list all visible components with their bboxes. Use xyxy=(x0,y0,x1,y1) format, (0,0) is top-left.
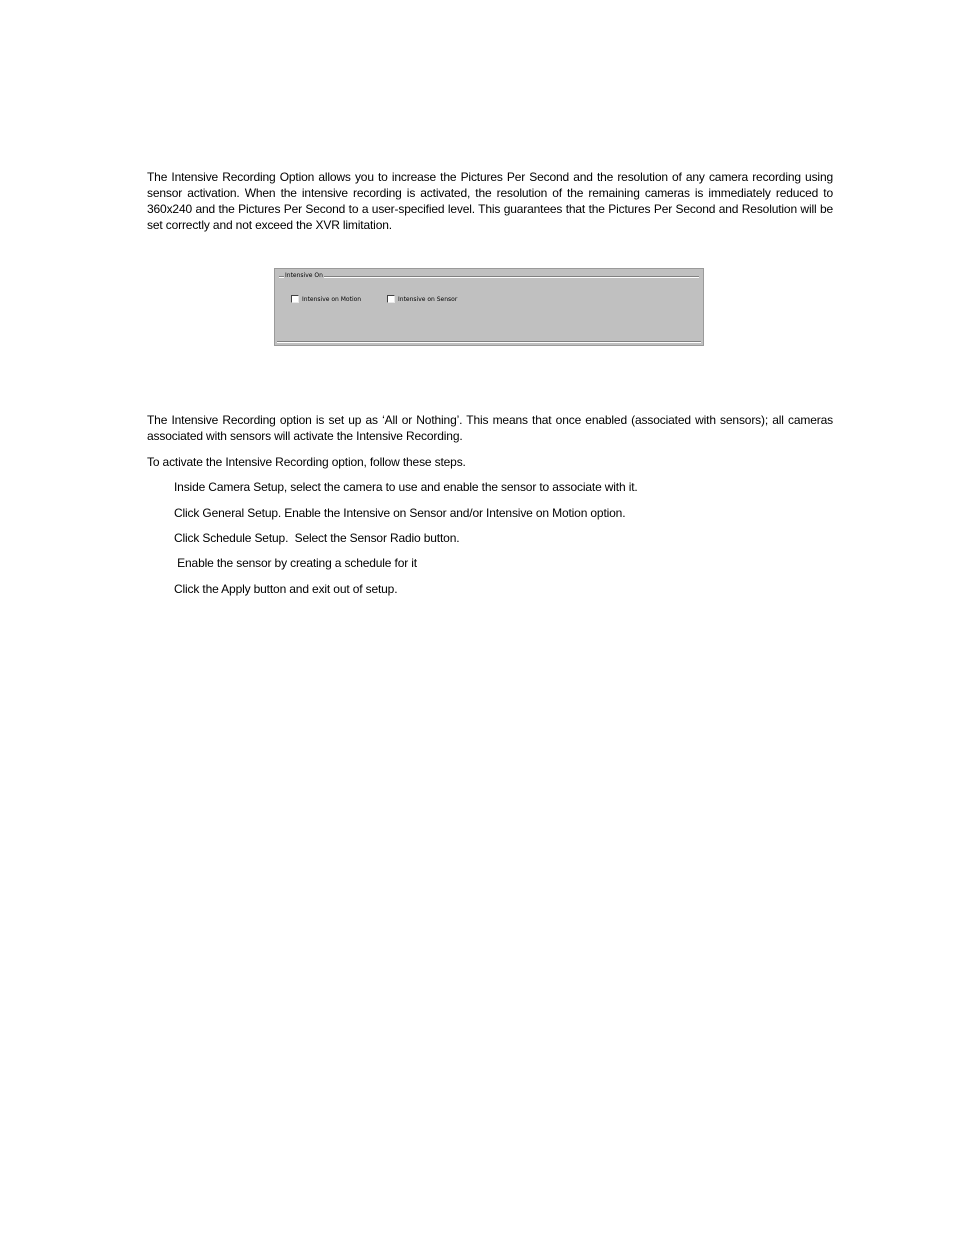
intensive-on-groupbox-screenshot xyxy=(274,268,704,346)
step-item: Inside Camera Setup, select the camera to use and enable the sensor to associate with it. xyxy=(174,480,638,494)
step-item: Enable the sensor by creating a schedule for it xyxy=(174,556,417,570)
groupbox-frame xyxy=(279,276,699,278)
all-or-nothing-paragraph: The Intensive Recording option is set up as ‘All or Nothing’. This means that once enabled (associated with sensors); all cameras associated with sensors will activate the Intensive Recording. xyxy=(147,413,833,443)
intensive-on-sensor-label: Intensive on Sensor xyxy=(398,295,458,303)
panel-bottom-divider xyxy=(277,341,701,343)
groupbox-title: Intensive On xyxy=(285,272,323,279)
step-item: Click General Setup. Enable the Intensive on Sensor and/or Intensive on Motion option. xyxy=(174,506,626,520)
intro-paragraph: The Intensive Recording Option allows you to increase the Pictures Per Second and the resolution of any camera recording using sensor activation. When the intensive recording is activated, the resolution of the remaining cameras is immediately reduced to 360x240 and the Pictures Per Second to a user-specified level. This guarantees that the Pictures Per Second and Resolution will be set correctly and not exceed the XVR limitation. xyxy=(147,170,833,232)
checkbox-square-icon[interactable] xyxy=(291,295,299,303)
intensive-on-motion-label: Intensive on Motion xyxy=(302,295,362,303)
steps-intro-paragraph: To activate the Intensive Recording option, follow these steps. xyxy=(147,455,466,469)
intensive-on-sensor-checkbox[interactable] xyxy=(387,295,457,303)
checkbox-square-icon[interactable] xyxy=(387,295,395,303)
step-item: Click Schedule Setup. Select the Sensor Radio button. xyxy=(174,531,460,545)
step-item: Click the Apply button and exit out of setup. xyxy=(174,582,398,596)
intensive-on-motion-checkbox[interactable] xyxy=(291,295,361,303)
